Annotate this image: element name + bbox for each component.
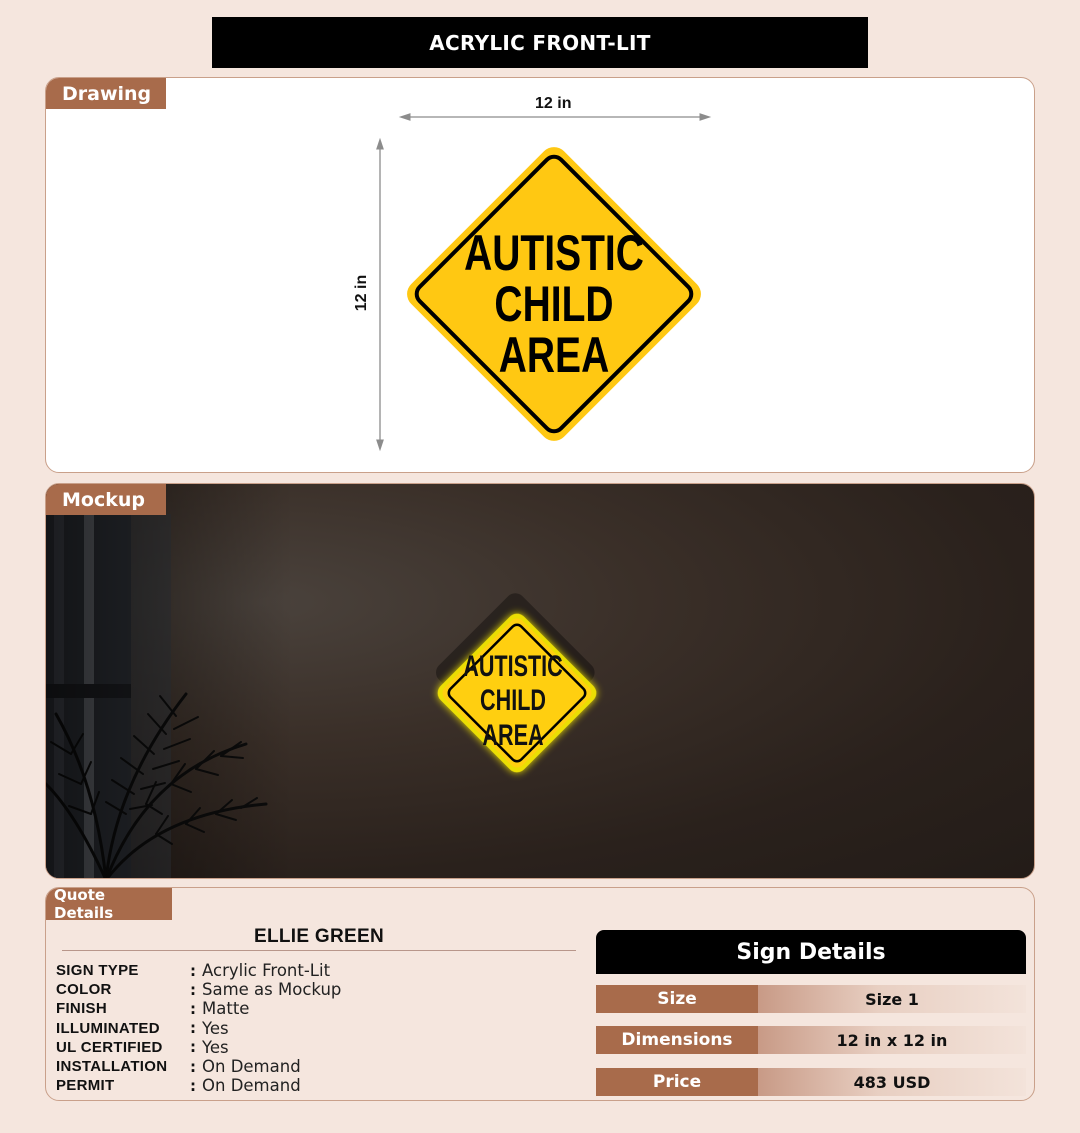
sign-line-3: AREA [498,326,610,384]
drawing-sign [401,141,706,446]
detail-value: 12 in x 12 in [758,1026,1026,1054]
spec-key: SIGN TYPE [56,962,139,980]
mockup-sign-line-2: CHILD [480,682,546,717]
detail-key: Size [596,985,758,1013]
spec-value: Matte [202,999,250,1019]
spec-colon: : [190,999,196,1018]
spec-key: UL CERTIFIED [56,1038,163,1056]
spec-row [56,1038,341,1057]
client-divider [62,950,576,951]
width-label: 12 in [535,95,572,112]
spec-key: FINISH [56,1000,107,1018]
drawing-tab: Drawing [46,78,166,109]
spec-list [56,961,341,1095]
spec-row [56,1057,341,1076]
quote-tab: Quote Details [46,888,172,920]
spec-row [56,980,341,999]
spec-key: COLOR [56,981,112,999]
drawing-panel [45,77,1035,473]
spec-row [56,999,341,1018]
quote-panel [45,887,1035,1101]
detail-key: Price [596,1068,758,1096]
spec-row [56,961,341,980]
spec-row [56,1076,341,1095]
detail-value: Size 1 [758,985,1026,1013]
spec-value: Yes [202,1018,229,1038]
spec-value: Acrylic Front-Lit [202,961,331,981]
spec-value: On Demand [202,1076,301,1096]
spec-colon: : [190,1038,196,1057]
detail-row-size [596,985,1026,1013]
mockup-scene [46,484,1035,879]
spec-key: ILLUMINATED [56,1019,160,1037]
spec-colon: : [190,980,196,999]
spec-colon: : [190,1019,196,1038]
sign-line-1: AUTISTIC [464,224,644,282]
page-title: ACRYLIC FRONT-LIT [212,17,868,68]
spec-row [56,1019,341,1038]
spec-colon: : [190,1057,196,1076]
client-name: ELLIE GREEN [254,926,384,947]
spec-value: Yes [202,1037,229,1057]
spec-colon: : [190,1076,196,1095]
mockup-panel [45,483,1035,879]
spec-key: PERMIT [56,1077,115,1095]
detail-key: Dimensions [596,1026,758,1054]
spec-colon: : [190,961,196,980]
mockup-tab: Mockup [46,484,166,515]
sign-details-title: Sign Details [596,930,1026,974]
mockup-sign-line-1: AUTISTIC [463,648,563,683]
mockup-sign-line-3: AREA [482,717,544,752]
drawing-canvas [46,78,1035,473]
detail-row-dimensions [596,1026,1026,1054]
height-label: 12 in [353,274,371,312]
detail-value: 483 USD [758,1068,1026,1096]
spec-value: On Demand [202,1057,301,1077]
sign-line-2: CHILD [494,275,614,333]
spec-value: Same as Mockup [202,980,342,1000]
spec-key: INSTALLATION [56,1058,168,1076]
detail-row-price [596,1068,1026,1096]
